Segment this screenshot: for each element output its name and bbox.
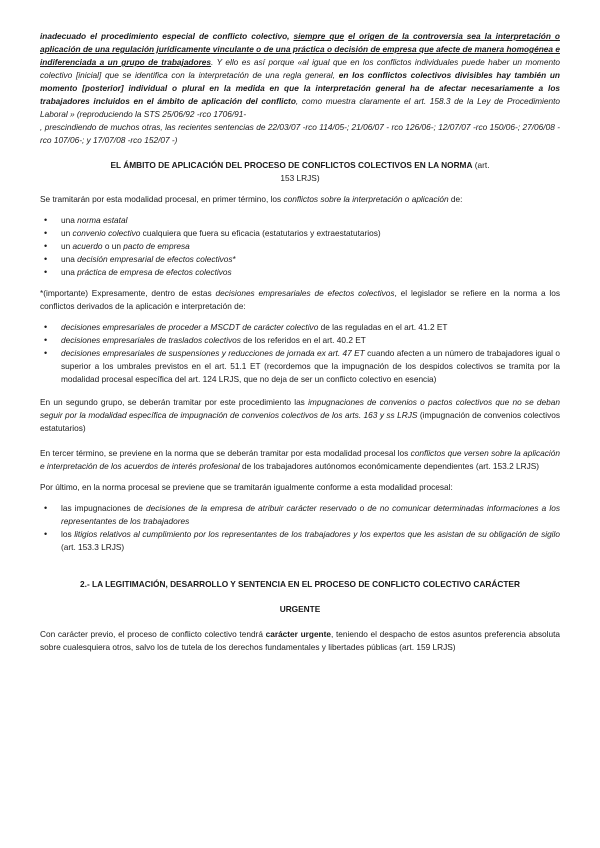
intro-underlined-indiferenciada: indiferenciada a un grupo de trabajadores — [40, 57, 212, 67]
intro-bold-quote: en los conflictos colectivos divisibles hay también un momento [posterior] individual o plural en la medida en que la interpretación general ha de afectar necesariamente a los trabajadores incluidos en el ámbito de aplicación del conflicto — [40, 70, 560, 106]
para4-italic: conflictos que versen sobre la aplicación e interpretación de los acuerdos de interés profesional — [40, 448, 561, 471]
para6-bold: carácter urgente — [265, 629, 332, 639]
item-text: una — [61, 267, 78, 277]
item-text: de los referidos en el art. 40.2 ET — [240, 335, 366, 345]
list-item — [40, 266, 560, 279]
section-heading-ambito — [40, 159, 560, 185]
paragraph-tercer-termino — [40, 447, 560, 473]
item-text: una — [61, 215, 78, 225]
paragraph-por-ultimo: Por último, en la norma procesal se previene que se tramitarán igualmente conforme a esta modalidad procesal: — [40, 482, 453, 492]
para1-italic: conflictos sobre la interpretación o aplicación — [283, 194, 449, 204]
list-item — [40, 347, 560, 386]
item-italic: decisiones de la empresa de atribuir carácter reservado o de no comunicar determinadas informaciones a los representantes de los trabajadores — [61, 503, 561, 526]
item-text: un — [61, 241, 73, 251]
heading-ref-b: 153 LRJS) — [280, 173, 320, 183]
para2-text-b: , el legislador se refiere en la norma a los conflictos derivados de la aplicación e interpretación de: — [40, 288, 560, 311]
list-item — [40, 253, 560, 266]
item-text: cuando afecten a un número de trabajadores igual o superior a los umbrales previstos en el art. 51.1 ET (recordemos que la impugnación de los despidos colectivos se tramita por la modalidad procesal específica del art. 124 LRJS, que no deja de ser un conflicto colectivo en esencia) — [61, 348, 561, 384]
intro-paragraph — [40, 30, 560, 121]
heading-ref-a: (art. — [472, 160, 490, 170]
item-text: cualquiera que fuera su eficacia (estatutarios y extraestatutarios) — [140, 228, 381, 238]
item-italic: decisiones empresariales de proceder a MSCDT de carácter colectivo — [61, 322, 319, 332]
para3-text-b: (impugnación de convenios colectivos estatutarios) — [40, 410, 560, 433]
para3-text-a: En un segundo grupo, se deberán tramitar por este procedimiento las — [40, 397, 309, 407]
list-item — [40, 214, 560, 227]
para4-text-b: de los trabajadores autónomos económicamente dependientes (art. 153.2 LRJS) — [239, 461, 540, 471]
paragraph-primer-termino — [40, 193, 560, 206]
paragraph-importante — [40, 287, 560, 313]
list-item — [40, 528, 560, 554]
intro-underlined-vinculante: vinculante o de una práctica o decisión de empresa que afecte de manera homogénea e — [210, 44, 560, 54]
item-italic: norma estatal — [77, 215, 128, 225]
item-text: (art. 153.3 LRJS) — [61, 542, 125, 552]
list-conflict-types — [40, 214, 560, 279]
list-item — [40, 227, 560, 240]
item-text: o un — [102, 241, 124, 251]
list-item — [40, 334, 560, 347]
para6-text-b: , teniendo el despacho de estos asuntos preferencia absoluta sobre cualesquiera otros, salvo los de tutela de los derechos fundamentales y libertades públicas (art. 159 LRJS) — [40, 629, 560, 652]
list-item — [40, 321, 560, 334]
intro-text: inadecuado el procedimiento especial de conflicto colectivo, — [40, 31, 294, 41]
item-italic: litigios relativos al cumplimiento por los representantes de los trabajadores y los expertos que les asistan de su obligación de sigilo — [74, 529, 560, 539]
para2-text-a: *(importante) Expresamente, dentro de estas — [40, 288, 216, 298]
item-text: los — [61, 529, 75, 539]
para1-text-b: de: — [448, 194, 463, 204]
item-text: las impugnaciones de — [61, 503, 147, 513]
paragraph-caracter-urgente — [40, 628, 560, 654]
intro-underlined-siempre: siempre que — [293, 31, 345, 41]
paragraph-segundo-grupo — [40, 396, 560, 435]
intro-sentences: , prescindiendo de muchos otras, las recientes sentencias de 22/03/07 -rco 114/05-; 21/06/07 - rco 126/06-; 12/07/07 -rco 150/06-; 27/06/08 -rco 107/06-; y 17/07/08 -rco 152/07 -) — [40, 122, 560, 145]
item-italic: acuerdo — [72, 241, 103, 251]
item-text: un — [61, 228, 73, 238]
item-text: una — [61, 254, 78, 264]
list-item — [40, 240, 560, 253]
heading-title: EL ÁMBITO DE APLICACIÓN DEL PROCESO DE CONFLICTOS COLECTIVOS EN LA NORMA — [110, 160, 473, 170]
item-italic: decisiones empresariales de suspensiones y reducciones de jornada ex art. 47 ET — [61, 348, 365, 358]
item-italic: pacto de empresa — [123, 241, 190, 251]
item-italic: convenio colectivo — [72, 228, 141, 238]
section-heading-urgente: URGENTE — [279, 604, 321, 614]
item-text: de las reguladas en el art. 41.2 ET — [318, 322, 448, 332]
para6-text-a: Con carácter previo, el proceso de conflicto colectivo tendrá — [40, 629, 266, 639]
item-italic: práctica de empresa de efectos colectivos — [77, 267, 232, 277]
intro-underlined-origen: el origen de la controversia sea la interpretación o aplicación de una regulación jurídicamente — [40, 31, 560, 54]
para1-text-a: Se tramitarán por esta modalidad procesal, en primer término, los — [40, 194, 284, 204]
intro-citation: , como muestra claramente el art. 158.3 de la Ley de Procedimiento Laboral » (reproduciendo la STS 25/06/92 -rco 1706/91- — [40, 96, 561, 119]
para4-text-a: En tercer término, se previene en la norma que se deberán tramitar por esta modalidad procesal los — [40, 448, 411, 458]
item-italic: decisión empresarial de efectos colectivos — [77, 254, 233, 264]
list-impugnaciones — [40, 502, 560, 554]
document-page — [40, 30, 560, 654]
item-italic: decisiones empresariales de traslados colectivos — [61, 335, 241, 345]
para3-italic: impugnaciones de convenios o pactos colectivos que no se deban seguir por la modalidad específica de impugnación de convenios colectivos de los arts. 163 y ss LRJS — [40, 397, 560, 420]
list-item — [40, 502, 560, 528]
intro-quote-text: . Y ello es así porque «al igual que en los conflictos individuales puede haber un momento colectivo [inicial] que se identifica con la interpretación de una regla general, — [40, 57, 560, 80]
item-text: * — [232, 254, 236, 264]
list-decisiones — [40, 321, 560, 386]
section-heading-legitimacion: 2.- LA LEGITIMACIÓN, DESARROLLO Y SENTENCIA EN EL PROCESO DE CONFLICTO COLECTIVO CARÁCTER — [80, 579, 520, 589]
para2-italic: decisiones empresariales de efectos colectivos — [215, 288, 395, 298]
